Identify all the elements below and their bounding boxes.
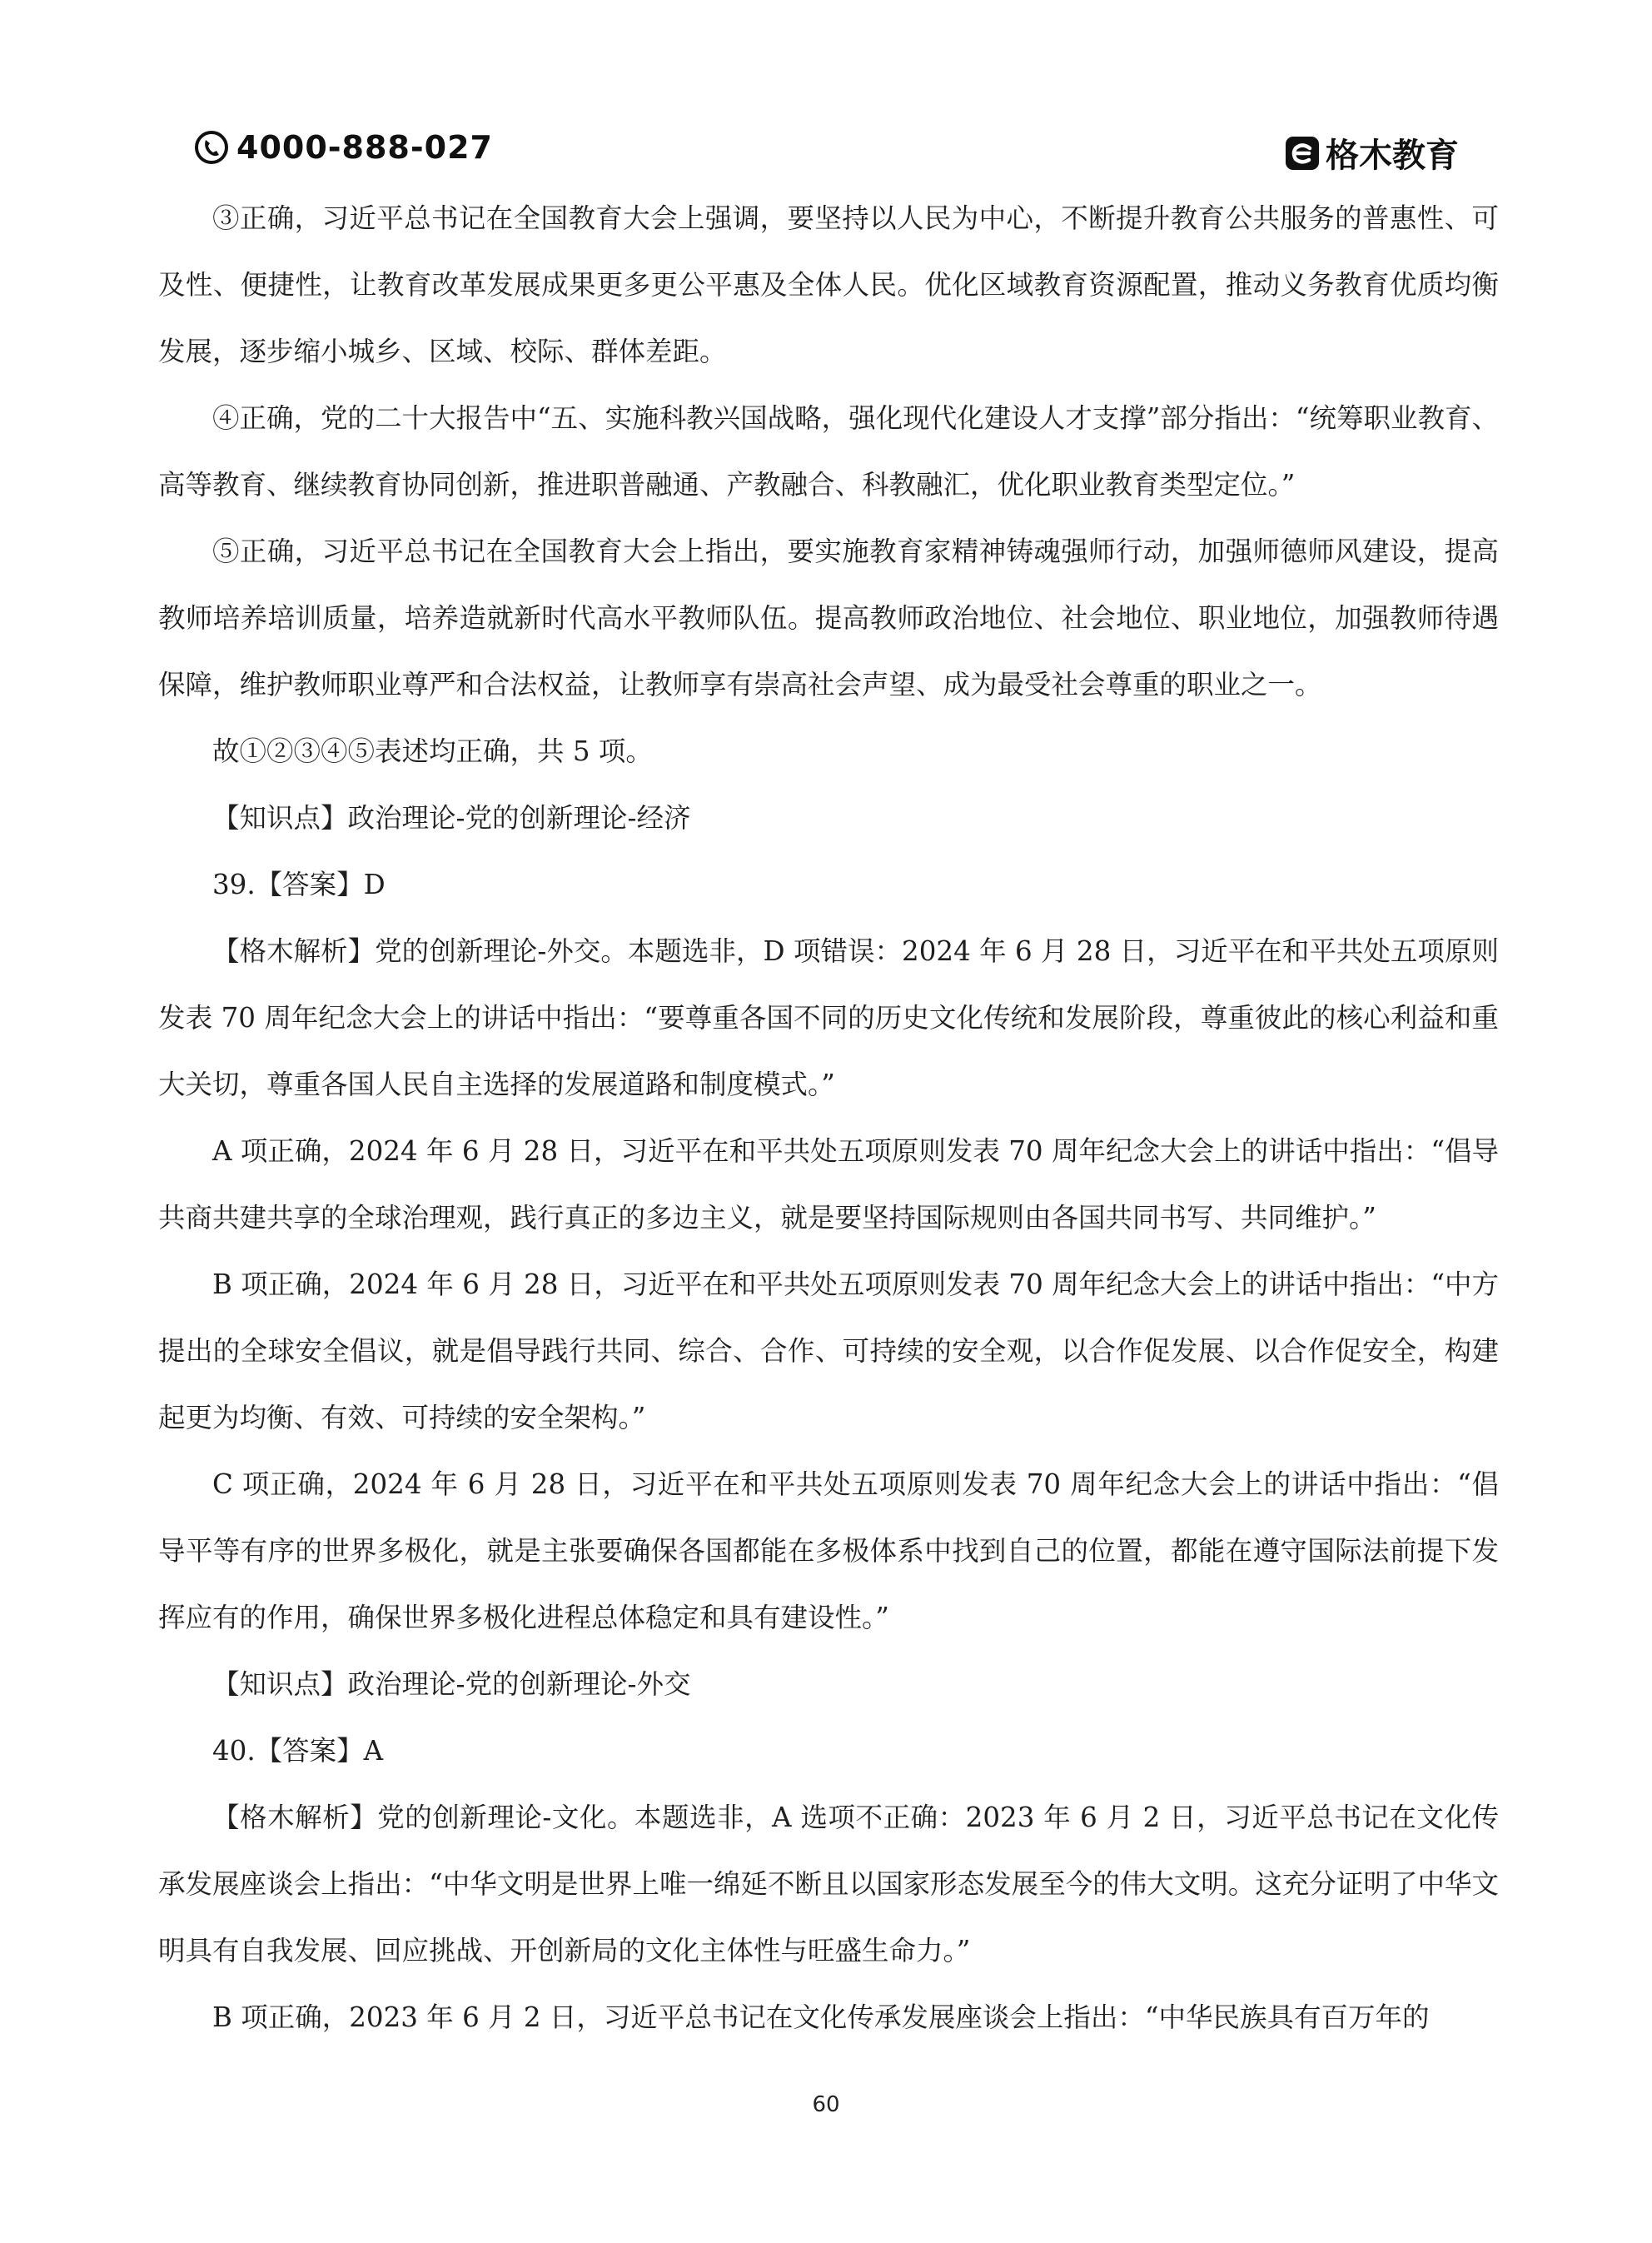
option-b-40: B 项正确，2023 年 6 月 2 日，习近平总书记在文化传承发展座谈会上指出：“中华民族具有百万年的 <box>212 2001 1430 2033</box>
phone-icon <box>193 129 230 166</box>
brand <box>1284 129 1459 177</box>
page-number: 60 <box>812 2092 840 2117</box>
page-header <box>193 129 1459 176</box>
option-c: C 项正确，2024 年 6 月 28 日，习近平在和平共处五项原则发表 70 周年纪念大会上的讲话中指出：“倡导平等有序的世界多极化，就是主张要确保各国都能在多极体系中找到自己的位置，都能在遵守国际法前提下发挥应有的作用，确保世界多极化进程总体稳定和具有建设性。” <box>158 1468 1499 1633</box>
paragraph: ④正确，党的二十大报告中“五、实施科教兴国战略，强化现代化建设人才支撑”部分指出：“统筹职业教育、高等教育、继续教育协同创新，推进职普融通、产教融合、科教融汇，优化职业教育类型定位。” <box>158 402 1499 501</box>
answer-39: 39.【答案】D <box>212 869 386 900</box>
document-body <box>158 185 1499 2051</box>
option-a: A 项正确，2024 年 6 月 28 日，习近平在和平共处五项原则发表 70 周年纪念大会上的讲话中指出：“倡导共商共建共享的全球治理观，践行真正的多边主义，就是要坚持国际规则由各国共同书写、共同维护。” <box>158 1135 1499 1234</box>
paragraph: ③正确，习近平总书记在全国教育大会上强调，要坚持以人民为中心，不断提升教育公共服务的普惠性、可及性、便捷性，让教育改革发展成果更多更公平惠及全体人民。优化区域教育资源配置，推动义务教育优质均衡发展，逐步缩小城乡、区域、校际、群体差距。 <box>158 202 1499 367</box>
analysis-39: 【格木解析】党的创新理论-外交。本题选非，D 项错误：2024 年 6 月 28 日，习近平在和平共处五项原则发表 70 周年纪念大会上的讲话中指出：“要尊重各国不同的历史文化传统和发展阶段，尊重彼此的核心利益和重大关切，尊重各国人民自主选择的发展道路和制度模式。” <box>158 935 1499 1100</box>
analysis-40: 【格木解析】党的创新理论-文化。本题选非，A 选项不正确：2023 年 6 月 2 日，习近平总书记在文化传承发展座谈会上指出：“中华文明是世界上唯一绵延不断且以国家形态发展至今的伟大文明。这充分证明了中华文明具有自我发展、回应挑战、开创新局的文化主体性与旺盛生命力。” <box>158 1802 1499 1966</box>
brand-logo-icon <box>1284 135 1321 172</box>
option-b: B 项正确，2024 年 6 月 28 日，习近平在和平共处五项原则发表 70 周年纪念大会上的讲话中指出：“中方提出的全球安全倡议，就是倡导践行共同、综合、合作、可持续的安全观，以合作促发展、以合作促安全，构建起更为均衡、有效、可持续的安全架构。” <box>158 1269 1499 1433</box>
answer-40: 40.【答案】A <box>212 1735 384 1767</box>
phone-contact <box>193 129 493 166</box>
conclusion: 故①②③④⑤表述均正确，共 5 项。 <box>212 735 653 767</box>
knowledge-point: 【知识点】政治理论-党的创新理论-经济 <box>212 802 691 834</box>
brand-name: 格木教育 <box>1326 137 1459 175</box>
phone-number: 4000-888-027 <box>236 129 493 166</box>
paragraph: ⑤正确，习近平总书记在全国教育大会上指出，要实施教育家精神铸魂强师行动，加强师德师风建设，提高教师培养培训质量，培养造就新时代高水平教师队伍。提高教师政治地位、社会地位、职业地位，加强教师待遇保障，维护教师职业尊严和合法权益，让教师享有崇高社会声望、成为最受社会尊重的职业之一。 <box>158 536 1499 700</box>
knowledge-point: 【知识点】政治理论-党的创新理论-外交 <box>212 1668 691 1700</box>
